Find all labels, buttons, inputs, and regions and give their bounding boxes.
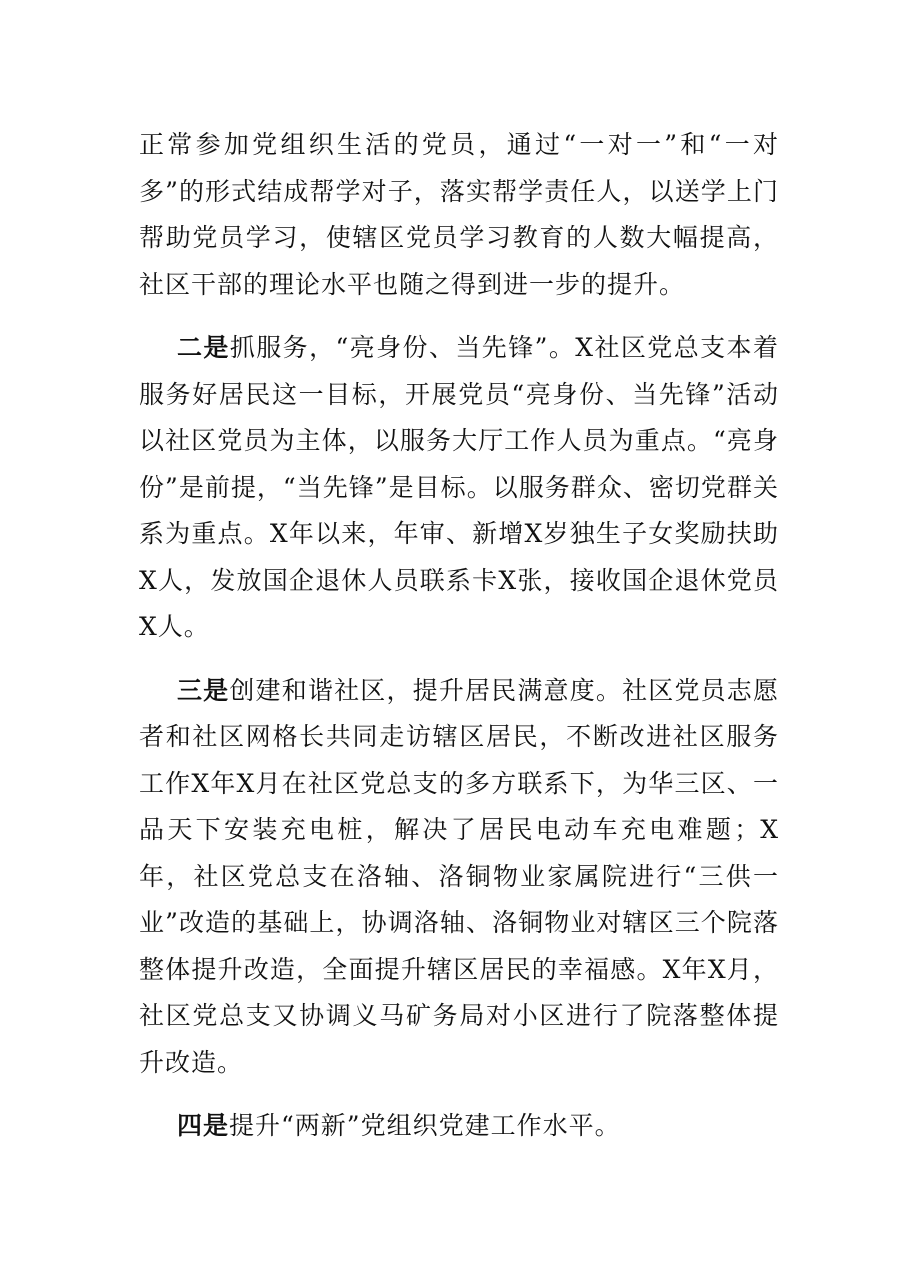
paragraph-lead: 三是 [177, 675, 230, 705]
paragraph-spacer [139, 651, 779, 668]
paragraph-text: 抓服务，“亮身份、当先锋”。X社区党总支本着服务好居民这一目标，开展党员“亮身份、当先锋”活动以社区党员为主体，以服务大厅工作人员为重点。“亮身份”是前提，“当先锋”是目标。以服务群众、密切党群关系为重点。X年以来，年审、新增X岁独生子女奖励扶助X人，发放国企退休人员联系卡X张，接收国企退休党员X人。 [139, 333, 779, 641]
paragraph-service [139, 325, 779, 651]
paragraph-text: 提升“两新”党组织党建工作水平。 [229, 1111, 621, 1140]
paragraph-text: 创建和谐社区，提升居民满意度。社区党员志愿者和社区网格长共同走访辖区居民，不断改进社区服务工作X年X月在社区党总支的多方联系下，为华三区、一品天下安装充电桩，解决了居民电动车充电难题；X年，社区党总支在洛轴、洛铜物业家属院进行“三供一业”改造的基础上，协调洛轴、洛铜物业对辖区三个院落整体提升改造，全面提升辖区居民的幸福感。X年X月，社区党总支又协调义马矿务局对小区进行了院落整体提升改造。 [139, 675, 779, 1077]
paragraph-spacer [139, 1086, 779, 1103]
paragraph-two-new [139, 1103, 779, 1150]
paragraph-text: 正常参加党组织生活的党员，通过“一对一”和“一对多”的形式结成帮学对子，落实帮学责任人，以送学上门帮助党员学习，使辖区党员学习教育的人数大幅提高，社区干部的理论水平也随之得到进一步的提升。 [139, 130, 779, 299]
paragraph-harmony [139, 668, 779, 1087]
paragraph-spacer [139, 308, 779, 325]
paragraph-lead: 二是 [177, 333, 230, 362]
document-body [139, 122, 779, 1150]
paragraph-continuation [139, 122, 779, 308]
paragraph-lead: 四是 [177, 1111, 230, 1140]
